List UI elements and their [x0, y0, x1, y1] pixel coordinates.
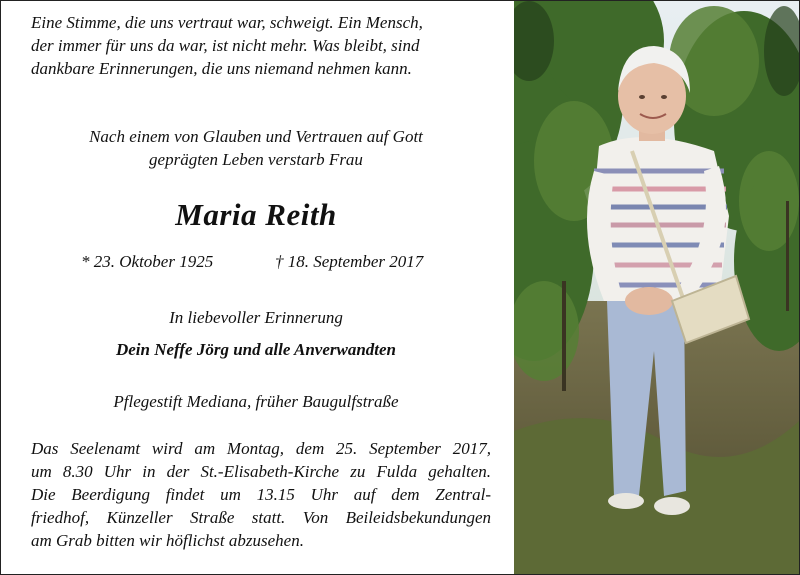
mourners: Dein Neffe Jörg und alle Anverwandten — [115, 340, 397, 359]
service-line: am Grab bitten wir höflichst abzusehen. — [31, 531, 304, 550]
faith-line: Nach einem von Glauben und Vertrauen auf Gott — [89, 127, 423, 146]
portrait-photo — [514, 1, 799, 574]
deceased-name: Maria Reith — [175, 197, 337, 232]
death-date: † 18. September 2017 — [275, 252, 424, 271]
birth-date: * 23. Oktober 1925 — [81, 252, 214, 271]
faith-line: geprägten Leben verstarb Frau — [149, 150, 363, 169]
text-column — [1, 1, 511, 574]
service-line: friedhof, Künzeller Straße statt. Von Beileidsbekundungen — [31, 508, 491, 527]
address: Pflegestift Mediana, früher Baugulfstraße — [113, 392, 399, 411]
faith-statement — [1, 125, 511, 171]
intro-line: Eine Stimme, die uns vertraut war, schweigt. Ein Mensch, — [31, 13, 423, 32]
service-details — [31, 437, 491, 552]
service-line: Das Seelenamt wird am Montag, dem 25. September 2017, — [31, 439, 491, 458]
intro-verse — [31, 11, 481, 80]
service-line: Die Beerdigung findet um 13.15 Uhr auf dem Zentral- — [31, 485, 491, 504]
memory-line: In liebevoller Erinnerung — [169, 308, 343, 327]
service-line: um 8.30 Uhr in der St.-Elisabeth-Kirche zu Fulda gehalten. — [31, 462, 491, 481]
intro-line: der immer für uns da war, ist nicht mehr. Was bleibt, sind — [31, 36, 420, 55]
intro-line: dankbare Erinnerungen, die uns niemand nehmen kann. — [31, 59, 412, 78]
vineyard-portrait-image — [514, 1, 799, 574]
